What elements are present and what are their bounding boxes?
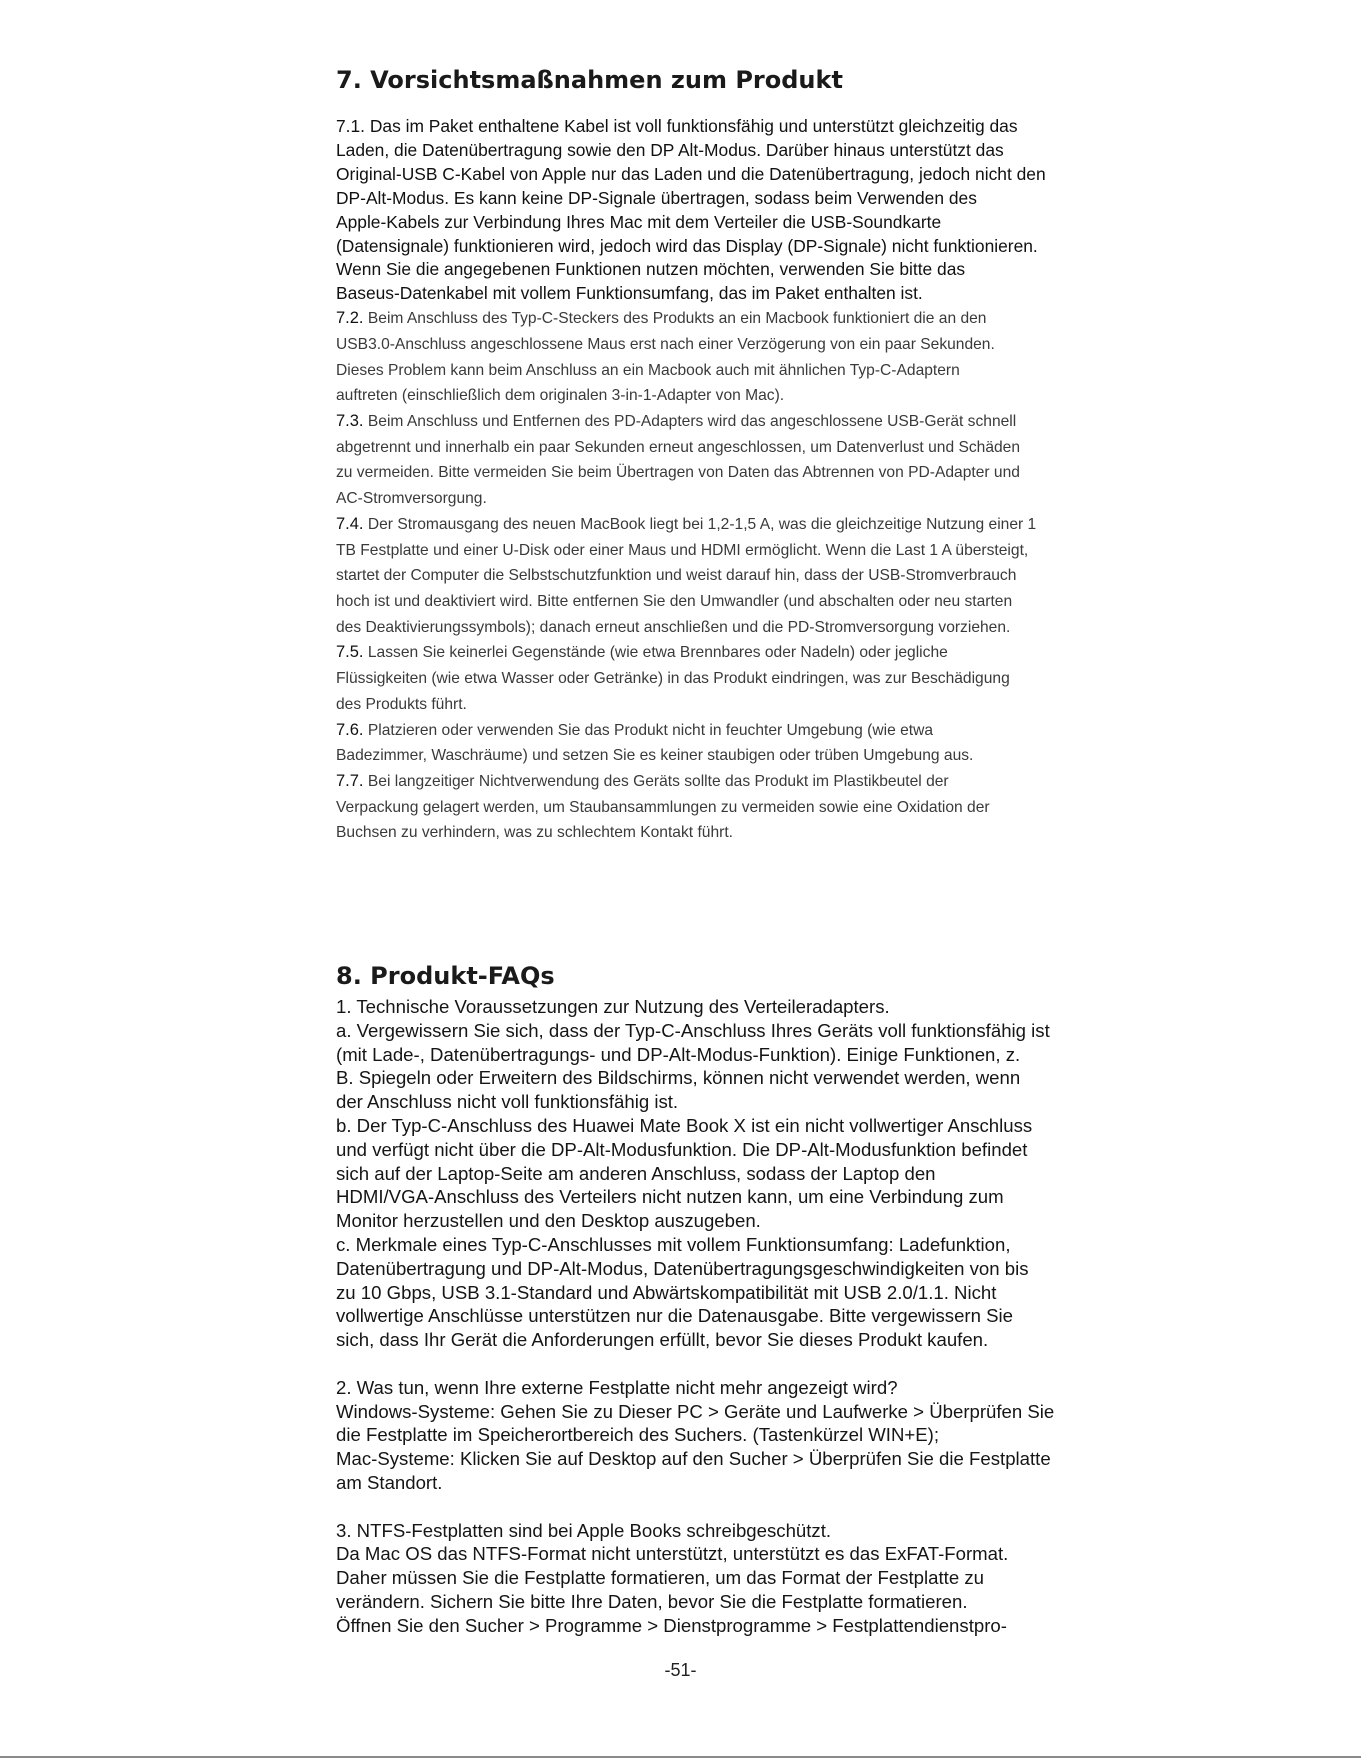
item-number: 7.5. — [336, 643, 364, 662]
paragraph-7-5 — [336, 640, 1136, 717]
text-line: AC-Stromversorgung. — [336, 490, 487, 508]
paragraph-7-1 — [336, 115, 1136, 306]
page-number: -51- — [664, 1660, 697, 1680]
text-line: 2. Was tun, wenn Ihre externe Festplatte nicht mehr angezeigt wird? — [336, 1376, 898, 1398]
paragraph-gap — [336, 1352, 1136, 1376]
text-line: Laden, die Datenübertragung sowie den DP Alt-Modus. Darüber hinaus unterstützt das — [336, 139, 1004, 160]
text-line: Da Mac OS das NTFS-Format nicht unterstützt, unterstützt es das ExFAT-Format. — [336, 1543, 1009, 1565]
text-line: zu vermeiden. Bitte vermeiden Sie beim Übertragen von Daten das Abtrennen von PD-Adapter und — [336, 464, 1020, 482]
text-line: 1. Technische Voraussetzungen zur Nutzung des Verteileradapters. — [336, 996, 890, 1018]
text-line: und verfügt nicht über die DP-Alt-Modusfunktion. Die DP-Alt-Modusfunktion befindet — [336, 1138, 1028, 1160]
paragraph-7-2 — [336, 306, 1136, 409]
section-8-body — [336, 995, 1136, 1638]
paragraph-gap — [336, 1495, 1136, 1519]
text-line: (Datensignale) funktionieren wird, jedoch wird das Display (DP-Signale) nicht funktionieren. — [336, 235, 1038, 256]
text-line: b. Der Typ-C-Anschluss des Huawei Mate Book X ist ein nicht vollwertiger Anschluss — [336, 1115, 1033, 1136]
text-line: Original-USB C-Kabel von Apple nur das Laden und die Datenübertragung, jedoch nicht den — [336, 163, 1046, 184]
text-line: Lassen Sie keinerlei Gegenstände (wie etwa Brennbares oder Nadeln) oder jegliche — [367, 644, 948, 662]
faq-3 — [336, 1519, 1136, 1638]
paragraph-7-4 — [336, 512, 1136, 641]
text-line: Monitor herzustellen und den Desktop auszugeben. — [336, 1210, 761, 1232]
text-line: (mit Lade-, Datenübertragungs- und DP-Alt-Modus-Funktion). Einige Funktionen, z. — [336, 1043, 1021, 1065]
text-line: Der Stromausgang des neuen MacBook liegt bei 1,2-1,5 A, was die gleichzeitige Nutzung einer 1 — [367, 515, 1037, 533]
text-line: HDMI/VGA-Anschluss des Verteilers nicht nutzen kann, um eine Verbindung zum — [336, 1186, 1004, 1208]
item-number: 7.6. — [336, 720, 364, 739]
text-line: Verpackung gelagert werden, um Staubansammlungen zu vermeiden sowie eine Oxidation der — [336, 798, 990, 816]
text-line: Buchsen zu verhindern, was zu schlechtem Kontakt führt. — [336, 824, 733, 842]
text-line: Dieses Problem kann beim Anschluss an ein Macbook auch mit ähnlichen Typ-C-Adaptern — [336, 361, 960, 379]
text-line: Apple-Kabels zur Verbindung Ihres Mac mit dem Verteiler die USB-Soundkarte — [336, 211, 942, 232]
section-7-title: 7. Vorsichtsmaßnahmen zum Produkt — [336, 66, 843, 94]
item-number: 7.3. — [336, 412, 364, 431]
text-line: a. Vergewissern Sie sich, dass der Typ-C-Anschluss Ihres Geräts voll funktionsfähig ist — [336, 1019, 1050, 1041]
text-line: Baseus-Datenkabel mit vollem Funktionsumfang, das im Paket enthalten ist. — [336, 283, 923, 304]
text-line: verändern. Sichern Sie bitte Ihre Daten, bevor Sie die Festplatte formatieren. — [336, 1590, 968, 1612]
text-line: sich, dass Ihr Gerät die Anforderungen erfüllt, bevor Sie dieses Produkt kaufen. — [336, 1329, 989, 1351]
section-8-title: 8. Produkt-FAQs — [336, 962, 555, 991]
item-number: 7.2. — [336, 309, 364, 328]
text-line: 7.1. Das im Paket enthaltene Kabel ist voll funktionsfähig und unterstützt gleichzeitig das — [336, 116, 1018, 136]
text-line: der Anschluss nicht voll funktionsfähig ist. — [336, 1091, 679, 1113]
item-number: 7.4. — [336, 514, 364, 533]
text-line: zu 10 Gbps, USB 3.1-Standard und Abwärtskompatibilität mit USB 2.0/1.1. Nicht — [336, 1281, 997, 1303]
section-7-body — [336, 115, 1136, 846]
text-line: c. Merkmale eines Typ-C-Anschlusses mit vollem Funktionsumfang: Ladefunktion, — [336, 1233, 1011, 1255]
text-line: DP-Alt-Modus. Es kann keine DP-Signale übertragen, sodass beim Verwenden des — [336, 187, 977, 208]
text-line: Mac-Systeme: Klicken Sie auf Desktop auf den Sucher > Überprüfen Sie die Festplatte — [336, 1448, 1051, 1470]
text-line: Öffnen Sie den Sucher > Programme > Dienstprogramme > Festplattendienstpro- — [336, 1614, 1007, 1636]
text-line: Beim Anschluss des Typ-C-Steckers des Produkts an ein Macbook funktioniert die an den — [367, 310, 987, 328]
text-line: hoch ist und deaktiviert wird. Bitte entfernen Sie den Umwandler (und abschalten oder neu starten — [336, 592, 1013, 610]
text-line: TB Festplatte und einer U-Disk oder einer Maus und HDMI ermöglicht. Wenn die Last 1 A übersteigt, — [336, 541, 1029, 559]
text-line: des Deaktivierungssymbols); danach erneut anschließen und die PD-Stromversorgung vorziehen. — [336, 618, 1011, 636]
text-line: auftreten (einschließlich dem originalen 3-in-1-Adapter von Mac). — [336, 387, 785, 405]
text-line: Badezimmer, Waschräume) und setzen Sie es keiner staubigen oder trüben Umgebung aus. — [336, 747, 974, 765]
text-line: Wenn Sie die angegebenen Funktionen nutzen möchten, verwenden Sie bitte das — [336, 259, 966, 280]
text-line: am Standort. — [336, 1471, 443, 1493]
text-line: B. Spiegeln oder Erweitern des Bildschirms, können nicht verwendet werden, wenn — [336, 1067, 1021, 1089]
text-line: Platzieren oder verwenden Sie das Produkt nicht in feuchter Umgebung (wie etwa — [367, 721, 934, 739]
text-line: des Produkts führt. — [336, 695, 467, 713]
bottom-rule — [0, 1756, 1361, 1758]
text-line: Windows-Systeme: Gehen Sie zu Dieser PC > Geräte und Laufwerke > Überprüfen Sie — [336, 1400, 1055, 1422]
paragraph-7-6 — [336, 718, 1136, 769]
text-line: Flüssigkeiten (wie etwa Wasser oder Getränke) in das Produkt eindringen, was zur Beschädigung — [336, 670, 1010, 688]
text-line: Bei langzeitiger Nichtverwendung des Geräts sollte das Produkt im Plastikbeutel der — [367, 772, 949, 790]
text-line: Daher müssen Sie die Festplatte formatieren, um das Format der Festplatte zu — [336, 1567, 984, 1589]
text-line: vollwertige Anschlüsse unterstützen nur die Datenausgabe. Bitte vergewissern Sie — [336, 1305, 1013, 1327]
text-line: sich auf der Laptop-Seite am anderen Anschluss, sodass der Laptop den — [336, 1162, 936, 1184]
text-line: Beim Anschluss und Entfernen des PD-Adapters wird das angeschlossene USB-Gerät schnell — [367, 413, 1017, 431]
text-line: 3. NTFS-Festplatten sind bei Apple Books schreibgeschützt. — [336, 1519, 832, 1541]
text-line: abgetrennt und innerhalb ein paar Sekunden erneut angeschlossen, um Datenverlust und Schäden — [336, 438, 1021, 456]
paragraph-7-3 — [336, 409, 1136, 512]
text-line: Datenübertragung und DP-Alt-Modus, Datenübertragungsgeschwindigkeiten von bis — [336, 1257, 1029, 1279]
text-line: USB3.0-Anschluss angeschlossene Maus erst nach einer Verzögerung von ein paar Sekunden. — [336, 335, 995, 353]
faq-1 — [336, 995, 1136, 1352]
faq-2 — [336, 1376, 1136, 1495]
text-line: startet der Computer die Selbstschutzfunktion und weist darauf hin, dass der USB-Stromverbrauch — [336, 567, 1017, 585]
paragraph-7-7 — [336, 769, 1136, 846]
item-number: 7.7. — [336, 771, 364, 790]
document-page — [336, 62, 1136, 1638]
text-line: die Festplatte im Speicherortbereich des Suchers. (Tastenkürzel WIN+E); — [336, 1424, 939, 1446]
